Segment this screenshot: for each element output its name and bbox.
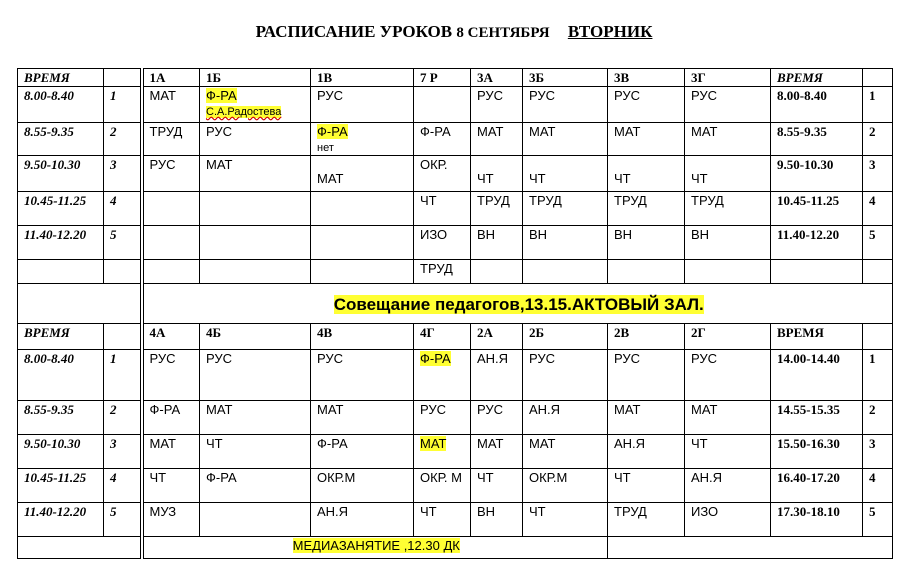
lesson-cell: ВН [523,226,608,260]
lesson-cell: ТРУД [414,260,471,284]
lesson-cell: МАТ [685,123,771,156]
title-day: ВТОРНИК [567,22,653,41]
lesson-cell: АН.Я [311,503,414,537]
banner-row [18,284,893,324]
table-row [18,87,893,123]
lesson-cell: МАТ [200,156,311,192]
lesson-cell: РУС [523,350,608,401]
lesson-cell: МАТ [311,156,414,192]
time-cell: 11.40-12.20 [18,503,104,537]
lesson-cell: ТРУД [685,192,771,226]
header-time: ВРЕМЯ [18,324,104,350]
lesson-cell [311,192,414,226]
lesson-cell [200,87,311,123]
table-row [18,123,893,156]
header-class: 2Б [523,324,608,350]
header-time-right: ВРЕМЯ [771,324,863,350]
lesson-cell: ВН [685,226,771,260]
page-title [0,22,908,42]
lesson-cell: РУС [311,87,414,123]
lesson-highlight: МАТ [420,436,447,451]
lesson-cell: Ф-РА [311,435,414,469]
lesson-cell: РУС [685,350,771,401]
header-class: 3А [471,69,523,87]
lesson-cell: ЧТ [414,192,471,226]
lesson-num: 4 [104,469,142,503]
lesson-num: 1 [104,350,142,401]
title-main: РАСПИСАНИЕ УРОКОВ [255,22,453,41]
lesson-cell [142,192,200,226]
lesson-cell: МАТ [142,435,200,469]
header-class: 1Б [200,69,311,87]
lesson-cell: ИЗО [414,226,471,260]
time-cell: 8.55-9.35 [18,401,104,435]
lesson-cell: МАТ [523,435,608,469]
time-cell-right: 14.00-14.40 [771,350,863,401]
lesson-cell: МАТ [142,87,200,123]
lesson-cell: ЧТ [685,435,771,469]
lesson-cell: МАТ [200,401,311,435]
header-class: 2В [608,324,685,350]
lesson-cell: МАТ [685,401,771,435]
lesson-cell: ЧТ [471,156,523,192]
lesson-highlight: Ф-РА [317,124,348,139]
time-cell-right: 10.45-11.25 [771,192,863,226]
lesson-cell: ЧТ [608,156,685,192]
lesson-cell: МАТ [608,123,685,156]
lesson-cell [311,226,414,260]
time-cell: 8.55-9.35 [18,123,104,156]
header-class: 2Г [685,324,771,350]
lesson-cell: РУС [471,87,523,123]
lesson-num: 3 [104,156,142,192]
lesson-num-right: 4 [863,192,893,226]
lesson-note: нет [317,142,334,154]
lesson-cell: АН.Я [471,350,523,401]
time-cell: 9.50-10.30 [18,156,104,192]
table-row [18,503,893,537]
header-class: 4Г [414,324,471,350]
lesson-cell: АН.Я [608,435,685,469]
lesson-highlight: Ф-РА [206,88,237,103]
time-cell: 8.00-8.40 [18,87,104,123]
lesson-cell: РУС [200,350,311,401]
header-class: 7 Р [414,69,471,87]
media-session-text: МЕДИАЗАНЯТИЕ ,12.30 ДК [292,538,460,553]
lesson-cell: ЧТ [523,156,608,192]
lesson-cell: ТРУД [523,192,608,226]
header-class: 1В [311,69,414,87]
header-class: 2А [471,324,523,350]
teacher-note: С.А.Радостева [206,106,282,118]
lesson-cell: ТРУД [608,503,685,537]
lesson-cell: ОКР. М [414,469,471,503]
header-class: 4Б [200,324,311,350]
lesson-cell: ВН [608,226,685,260]
time-cell-right: 8.00-8.40 [771,87,863,123]
lesson-cell [414,87,471,123]
lesson-num: 4 [104,192,142,226]
lesson-num-right: 3 [863,435,893,469]
lesson-num: 1 [104,87,142,123]
media-session [142,537,608,559]
time-cell: 9.50-10.30 [18,435,104,469]
lesson-num-right: 5 [863,503,893,537]
lesson-num-right: 2 [863,123,893,156]
table-row [18,401,893,435]
lesson-cell: ОКР.М [523,469,608,503]
lesson-cell: ИЗО [685,503,771,537]
lesson-cell: МАТ [523,123,608,156]
meeting-banner [142,284,893,324]
lesson-num: 5 [104,226,142,260]
time-cell-right: 9.50-10.30 [771,156,863,192]
lesson-cell [200,226,311,260]
time-cell: 8.00-8.40 [18,350,104,401]
lesson-cell: ЧТ [685,156,771,192]
lesson-cell: ЧТ [142,469,200,503]
header-class: 3Г [685,69,771,87]
lesson-cell [200,503,311,537]
lesson-cell [200,192,311,226]
lesson-num-right: 1 [863,87,893,123]
lesson-cell: ТРУД [471,192,523,226]
lesson-cell: МАТ [311,401,414,435]
lesson-num: 5 [104,503,142,537]
lesson-cell [414,350,471,401]
table-row [18,435,893,469]
lesson-num: 2 [104,401,142,435]
lesson-num-right: 1 [863,350,893,401]
time-cell-right: 8.55-9.35 [771,123,863,156]
schedule-table [17,68,893,559]
lesson-cell: ОКР.М [311,469,414,503]
lesson-cell: РУС [608,87,685,123]
lesson-cell: ЧТ [471,469,523,503]
lesson-cell: РУС [311,350,414,401]
time-cell-right: 14.55-15.35 [771,401,863,435]
lesson-cell: РУС [200,123,311,156]
lesson-cell: РУС [608,350,685,401]
lesson-num-right: 4 [863,469,893,503]
bottom-header-row [18,324,893,350]
lesson-cell: Ф-РА [200,469,311,503]
lesson-num: 3 [104,435,142,469]
table-row [18,156,893,192]
lesson-cell: МАТ [471,435,523,469]
lesson-num-right: 5 [863,226,893,260]
table-row [18,350,893,401]
time-cell: 10.45-11.25 [18,469,104,503]
top-header-row [18,69,893,87]
header-time: ВРЕМЯ [18,69,104,87]
table-row [18,192,893,226]
header-class: 3Б [523,69,608,87]
lesson-cell: ТРУД [142,123,200,156]
header-class: 3В [608,69,685,87]
lesson-cell: МАТ [608,401,685,435]
time-cell-right: 15.50-16.30 [771,435,863,469]
lesson-cell: РУС [414,401,471,435]
lesson-num-right: 3 [863,156,893,192]
lesson-cell: ЧТ [200,435,311,469]
time-cell: 11.40-12.20 [18,226,104,260]
lesson-cell: Ф-РА [142,401,200,435]
lesson-cell [142,226,200,260]
title-date: 8 СЕНТЯБРЯ [456,25,550,41]
lesson-cell: ОКР. [414,156,471,192]
lesson-cell: АН.Я [523,401,608,435]
lesson-cell: ВН [471,226,523,260]
lesson-cell: АН.Я [685,469,771,503]
lesson-cell: РУС [523,87,608,123]
lesson-cell: МУЗ [142,503,200,537]
lesson-num-right: 2 [863,401,893,435]
time-cell-right: 11.40-12.20 [771,226,863,260]
lesson-num: 2 [104,123,142,156]
lesson-cell: ТРУД [608,192,685,226]
lesson-highlight: Ф-РА [420,351,451,366]
footer-row [18,537,893,559]
header-time-right: ВРЕМЯ [771,69,863,87]
lesson-cell [414,435,471,469]
header-class: 4А [142,324,200,350]
lesson-cell: ЧТ [523,503,608,537]
lesson-cell: Ф-РА [414,123,471,156]
header-class: 1А [142,69,200,87]
lesson-cell: ЧТ [608,469,685,503]
lesson-cell: РУС [142,156,200,192]
lesson-cell: РУС [142,350,200,401]
lesson-cell: ВН [471,503,523,537]
lesson-cell: РУС [471,401,523,435]
lesson-cell [311,123,414,156]
lesson-cell: МАТ [471,123,523,156]
lesson-cell: РУС [685,87,771,123]
table-row [18,226,893,260]
time-cell: 10.45-11.25 [18,192,104,226]
time-cell-right: 16.40-17.20 [771,469,863,503]
meeting-banner-text: Совещание педагогов,13.15.АКТОВЫЙ ЗАЛ. [333,294,704,314]
table-row [18,260,893,284]
time-cell-right: 17.30-18.10 [771,503,863,537]
header-class: 4В [311,324,414,350]
table-row [18,469,893,503]
lesson-cell: ЧТ [414,503,471,537]
